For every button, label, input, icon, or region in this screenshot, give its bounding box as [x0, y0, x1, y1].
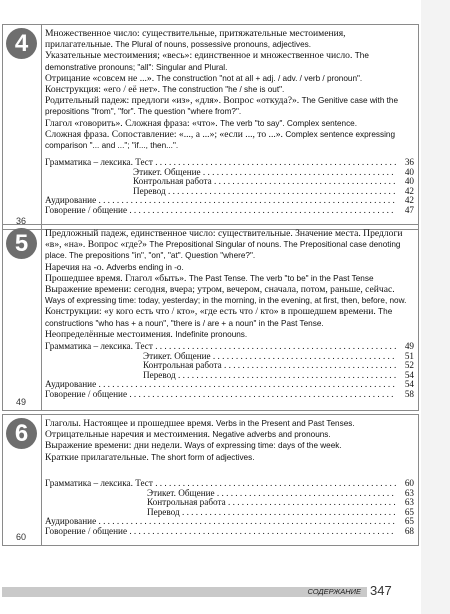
topic-line: Наречия на -о. Adverbs ending in -o. — [45, 261, 184, 273]
topic-line: Краткие прилагательные. The short form of adjectives. — [45, 451, 255, 463]
unit-topics — [45, 228, 414, 340]
topic-line: Глагол «говорить». Сложная фраза: «что». The verb "to say". Complex sentence. — [45, 117, 358, 129]
toc-row[interactable]: Перевод . . . 54 — [45, 371, 414, 381]
topic-line: Отрицание «совсем не ...». The construction "not at all + adj. / adv. / verb / pronoun". — [45, 72, 363, 84]
toc-row[interactable]: Говорение / общение . . . 58 — [45, 390, 414, 400]
footer-section-label: СОДЕРЖАНИЕ — [307, 587, 361, 596]
topic-line: Выражение времени: дни недели. Ways of expressing time: days of the week. — [45, 440, 342, 452]
unit-start-page: 49 — [15, 397, 26, 407]
toc-row[interactable]: Контрольная работа . . . 63 — [45, 498, 414, 508]
unit-number-column — [3, 25, 42, 229]
toc-row[interactable]: Аудирование . . . 65 — [45, 517, 414, 527]
topic-line: Предложный падеж, единственное число: существительные. Значение места. Предлоги «в», «на». Вопрос «где?» The Prepositional Singular of nouns. The Prepositional case denoting place. The prepositions "in", "on", "at". Question "where?". — [45, 228, 403, 261]
topic-line: Глаголы. Настоящее и прошедшее время. Verbs in the Present and Past Tenses. — [45, 418, 355, 429]
topic-line: Отрицательные наречия и местоимения. Negative adverbs and pronouns. — [45, 429, 331, 441]
unit-block-6 — [2, 414, 419, 546]
unit-toc — [45, 158, 414, 216]
toc-row[interactable]: Грамматика – лексика. Тест . . . 60 — [45, 479, 414, 489]
topic-line: Родительный падеж: предлоги «из», «для». Вопрос «откуда?». The Genitive case with the prepositions "from", "for". The question "where from?". — [45, 95, 399, 117]
topic-line: Сложная фраза. Сопоставление: «..., а ...»; «если ..., то ...». Complex sentence expressing comparison "... and ..."; "if..., then...". — [45, 128, 396, 151]
topic-line: Прошедшее время. Глагол «быть». The Past Tense. The verb "to be" in the Past Tense — [45, 272, 374, 284]
unit-number-column — [3, 415, 42, 545]
toc-row[interactable]: Этикет. Общение . . . 51 — [45, 352, 414, 362]
topic-line: Конструкции: «у кого есть что / кто», «где есть что / кто» в прошедшем времени. The constructions "who has + a noun", "there is / are + a noun" in the Past Tense. — [45, 306, 393, 328]
toc-row[interactable]: Перевод . . . 42 — [45, 187, 414, 197]
toc-row[interactable]: Аудирование . . . 54 — [45, 380, 414, 390]
unit-number-badge: 6 — [6, 418, 37, 449]
toc-row[interactable]: Грамматика – лексика. Тест . . . 49 — [45, 342, 414, 352]
unit-number-column — [3, 225, 42, 410]
toc-row[interactable]: Этикет. Общение . . . 63 — [45, 489, 414, 499]
page-edge — [421, 0, 450, 614]
topic-line: Множественное число: существительные, притяжательные местоимения, прилагательные. The Plural of nouns, possessive pronouns, adjectives. — [45, 28, 346, 51]
topic-line: Конструкция: «его / её нет». The construction "he / she is out". — [45, 84, 285, 96]
unit-start-page: 36 — [15, 216, 26, 226]
unit-topics — [45, 418, 414, 463]
unit-start-page: 60 — [15, 532, 26, 542]
toc-row[interactable]: Перевод . . . 65 — [45, 508, 414, 518]
topic-line: Выражение времени: сегодня, вчера; утром, вечером, сначала, потом, раньше, сейчас. Ways of expressing time: today, yesterday; in the morning, in the evening, at first, then, before, now. — [45, 284, 407, 306]
unit-toc — [45, 342, 414, 400]
toc-row[interactable]: Аудирование . . . 42 — [45, 196, 414, 206]
unit-number-badge: 5 — [6, 228, 37, 259]
toc-row[interactable]: Контрольная работа . . . 40 — [45, 177, 414, 187]
unit-block-5 — [2, 224, 419, 411]
unit-topics — [45, 28, 414, 151]
toc-row[interactable]: Грамматика – лексика. Тест . . . 36 — [45, 158, 414, 168]
unit-block-4 — [2, 24, 419, 230]
footer-page-number: 347 — [370, 583, 392, 598]
topic-line: Неопределённые местоимения. Indefinite pronouns. — [45, 328, 248, 340]
topic-line: Указательные местоимения; «весь»: единственное и множественное число. The demonstrative pronouns; "all": Singular and Plural. — [45, 50, 369, 72]
toc-row[interactable]: Контрольная работа . . . 52 — [45, 361, 414, 371]
toc-row[interactable]: Говорение / общение . . . 47 — [45, 206, 414, 216]
unit-number-badge: 4 — [6, 28, 37, 59]
toc-row[interactable]: Говорение / общение . . . 68 — [45, 527, 414, 537]
unit-toc — [45, 479, 414, 537]
toc-row[interactable]: Этикет. Общение . . . 40 — [45, 168, 414, 178]
footer-bar — [2, 587, 367, 597]
